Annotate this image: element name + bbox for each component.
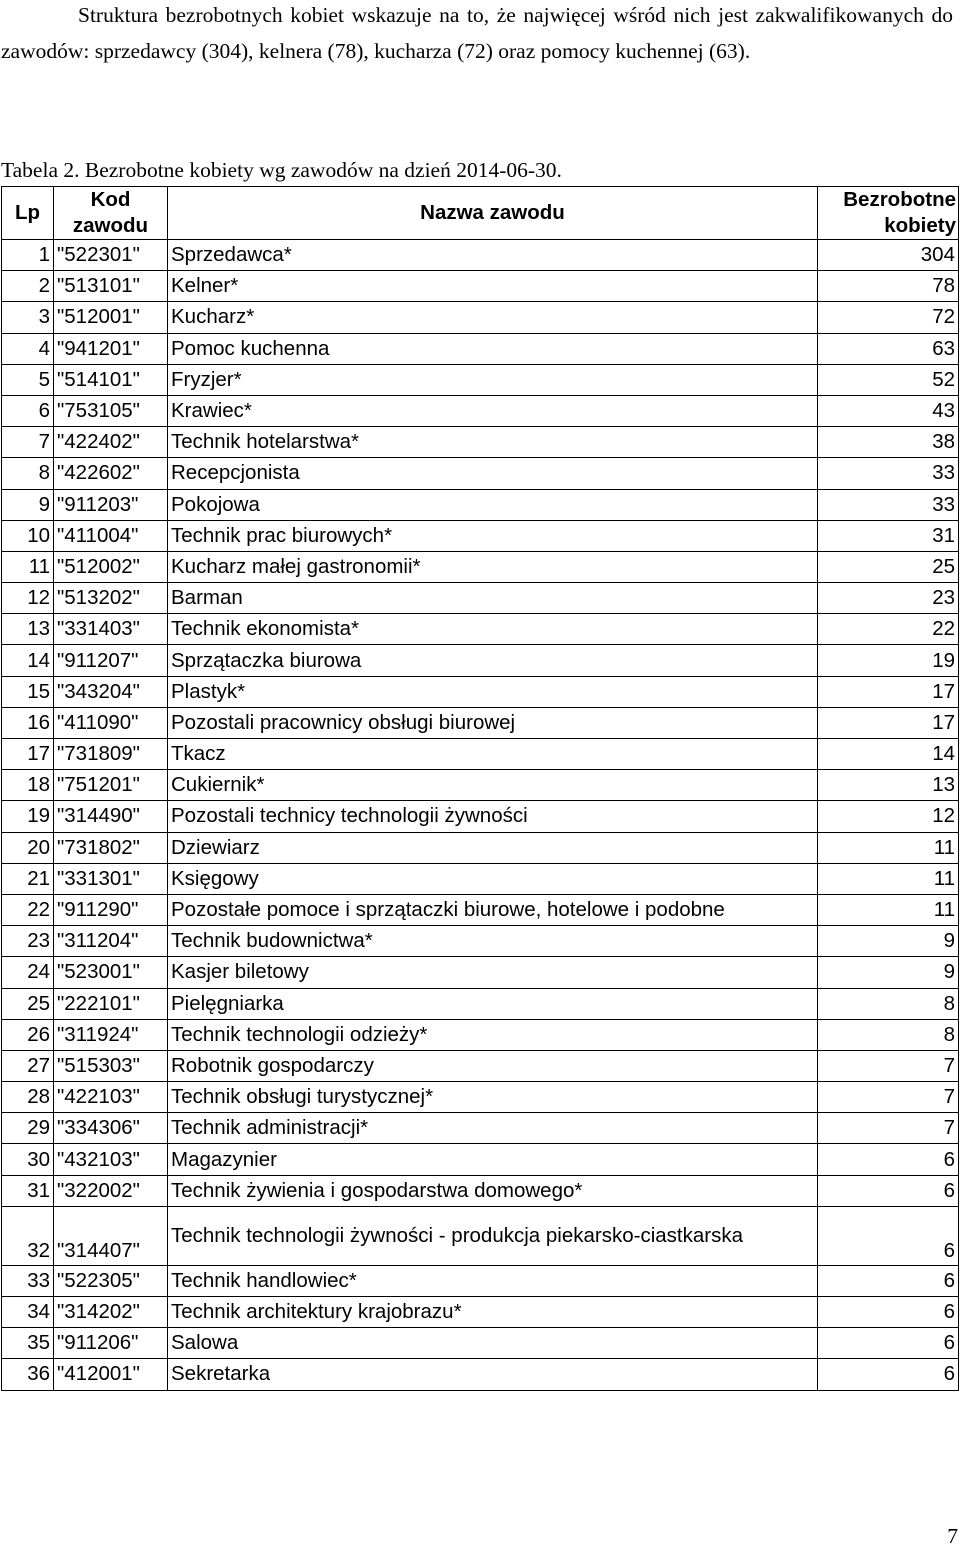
cell-ile: 17 [818, 676, 959, 707]
cell-nazwa: Barman [168, 583, 818, 614]
cell-kod: "731809" [54, 739, 168, 770]
table-row [2, 583, 959, 614]
table-row [2, 489, 959, 520]
table-row [2, 801, 959, 832]
cell-nazwa: Pielęgniarka [168, 988, 818, 1019]
header-kod-line1: Kod [90, 188, 131, 211]
cell-kod: "322002" [54, 1175, 168, 1206]
cell-ile: 33 [818, 489, 959, 520]
header-bezrobotne-kobiety [818, 187, 959, 240]
cell-nazwa: Kucharz małej gastronomii* [168, 551, 818, 582]
table-row [2, 863, 959, 894]
header-lp: Lp [2, 187, 54, 240]
cell-lp: 26 [2, 1019, 54, 1050]
cell-lp: 28 [2, 1082, 54, 1113]
table-row [2, 1113, 959, 1144]
intro-paragraph: Struktura bezrobotnych kobiet wskazuje na to, że najwięcej wśród nich jest zakwalifikowanych do zawodów: sprzedawcy (304), kelnera (78), kucharza (72) oraz pomocy kuchennej (63). [1, 3, 953, 63]
cell-lp: 6 [2, 395, 54, 426]
cell-lp: 18 [2, 770, 54, 801]
cell-kod: "311204" [54, 926, 168, 957]
cell-kod: "514101" [54, 364, 168, 395]
cell-ile: 63 [818, 333, 959, 364]
cell-ile: 25 [818, 551, 959, 582]
cell-lp: 13 [2, 614, 54, 645]
cell-kod: "753105" [54, 395, 168, 426]
cell-lp: 15 [2, 676, 54, 707]
cell-lp: 32 [2, 1206, 54, 1265]
cell-lp: 1 [2, 240, 54, 271]
unemployed-women-table [1, 186, 959, 1391]
cell-nazwa: Technik technologii odzieży* [168, 1019, 818, 1050]
header-kod-line2: zawodu [72, 214, 149, 237]
cell-kod: "512002" [54, 551, 168, 582]
cell-nazwa: Technik handlowiec* [168, 1265, 818, 1296]
cell-ile: 6 [818, 1175, 959, 1206]
cell-lp: 35 [2, 1328, 54, 1359]
cell-ile: 13 [818, 770, 959, 801]
cell-lp: 14 [2, 645, 54, 676]
header-ile-line1: Bezrobotne [843, 188, 956, 211]
cell-lp: 8 [2, 458, 54, 489]
table-row [2, 520, 959, 551]
cell-lp: 31 [2, 1175, 54, 1206]
table-row [2, 988, 959, 1019]
cell-ile: 23 [818, 583, 959, 614]
table-row [2, 645, 959, 676]
table-header-row [2, 187, 959, 240]
cell-nazwa: Pozostali technicy technologii żywności [168, 801, 818, 832]
table-row [2, 1050, 959, 1081]
cell-ile: 43 [818, 395, 959, 426]
cell-kod: "513101" [54, 271, 168, 302]
cell-ile: 31 [818, 520, 959, 551]
table-row [2, 271, 959, 302]
table-row [2, 1297, 959, 1328]
cell-nazwa: Dziewiarz [168, 832, 818, 863]
cell-nazwa: Technik prac biurowych* [168, 520, 818, 551]
cell-nazwa: Kelner* [168, 271, 818, 302]
cell-ile: 11 [818, 894, 959, 925]
table-row [2, 1328, 959, 1359]
cell-nazwa: Sprzedawca* [168, 240, 818, 271]
cell-lp: 4 [2, 333, 54, 364]
cell-nazwa: Tkacz [168, 739, 818, 770]
table-row [2, 957, 959, 988]
cell-lp: 25 [2, 988, 54, 1019]
cell-lp: 3 [2, 302, 54, 333]
cell-nazwa: Plastyk* [168, 676, 818, 707]
cell-kod: "331403" [54, 614, 168, 645]
table-row [2, 1359, 959, 1390]
cell-kod: "422602" [54, 458, 168, 489]
cell-nazwa: Technik obsługi turystycznej* [168, 1082, 818, 1113]
cell-kod: "911203" [54, 489, 168, 520]
cell-lp: 21 [2, 863, 54, 894]
cell-ile: 11 [818, 832, 959, 863]
cell-kod: "513202" [54, 583, 168, 614]
cell-lp: 12 [2, 583, 54, 614]
cell-ile: 6 [818, 1265, 959, 1296]
cell-lp: 17 [2, 739, 54, 770]
cell-kod: "515303" [54, 1050, 168, 1081]
cell-kod: "422402" [54, 427, 168, 458]
cell-lp: 22 [2, 894, 54, 925]
cell-ile: 72 [818, 302, 959, 333]
cell-nazwa: Technik technologii żywności - produkcja piekarsko-ciastkarska [168, 1206, 818, 1265]
cell-kod: "941201" [54, 333, 168, 364]
table-row [2, 395, 959, 426]
cell-kod: "411090" [54, 707, 168, 738]
cell-lp: 9 [2, 489, 54, 520]
table-row [2, 1265, 959, 1296]
cell-nazwa: Technik budownictwa* [168, 926, 818, 957]
cell-lp: 2 [2, 271, 54, 302]
cell-nazwa: Kucharz* [168, 302, 818, 333]
cell-kod: "343204" [54, 676, 168, 707]
cell-nazwa: Technik administracji* [168, 1113, 818, 1144]
cell-ile: 11 [818, 863, 959, 894]
table-row [2, 894, 959, 925]
cell-nazwa: Robotnik gospodarczy [168, 1050, 818, 1081]
table-row [2, 240, 959, 271]
cell-nazwa: Sprzątaczka biurowa [168, 645, 818, 676]
cell-ile: 6 [818, 1206, 959, 1265]
cell-ile: 22 [818, 614, 959, 645]
cell-kod: "314202" [54, 1297, 168, 1328]
table-caption: Tabela 2. Bezrobotne kobiety wg zawodów na dzień 2014-06-30. [1, 158, 562, 182]
cell-lp: 33 [2, 1265, 54, 1296]
cell-nazwa: Technik hotelarstwa* [168, 427, 818, 458]
table-body [2, 240, 959, 1391]
table-row [2, 1144, 959, 1175]
cell-ile: 7 [818, 1050, 959, 1081]
cell-ile: 17 [818, 707, 959, 738]
cell-lp: 23 [2, 926, 54, 957]
cell-kod: "314407" [54, 1206, 168, 1265]
page-number: 7 [947, 1524, 958, 1548]
cell-nazwa: Magazynier [168, 1144, 818, 1175]
cell-kod: "311924" [54, 1019, 168, 1050]
table-row [2, 926, 959, 957]
cell-lp: 5 [2, 364, 54, 395]
header-ile-line2: kobiety [884, 214, 956, 237]
cell-kod: "911207" [54, 645, 168, 676]
table-row [2, 1206, 959, 1265]
cell-ile: 38 [818, 427, 959, 458]
cell-kod: "411004" [54, 520, 168, 551]
cell-nazwa: Pokojowa [168, 489, 818, 520]
table-row [2, 1082, 959, 1113]
table-row [2, 302, 959, 333]
cell-ile: 8 [818, 988, 959, 1019]
cell-nazwa: Krawiec* [168, 395, 818, 426]
cell-lp: 27 [2, 1050, 54, 1081]
cell-kod: "523001" [54, 957, 168, 988]
cell-lp: 7 [2, 427, 54, 458]
cell-nazwa: Pomoc kuchenna [168, 333, 818, 364]
cell-kod: "432103" [54, 1144, 168, 1175]
cell-ile: 33 [818, 458, 959, 489]
cell-ile: 7 [818, 1113, 959, 1144]
cell-nazwa: Cukiernik* [168, 770, 818, 801]
cell-ile: 7 [818, 1082, 959, 1113]
header-nazwa-zawodu: Nazwa zawodu [168, 187, 818, 240]
cell-nazwa: Sekretarka [168, 1359, 818, 1390]
cell-nazwa: Pozostali pracownicy obsługi biurowej [168, 707, 818, 738]
cell-ile: 9 [818, 926, 959, 957]
table-row [2, 458, 959, 489]
cell-nazwa: Recepcjonista [168, 458, 818, 489]
cell-ile: 19 [818, 645, 959, 676]
cell-ile: 6 [818, 1144, 959, 1175]
table-row [2, 333, 959, 364]
cell-kod: "331301" [54, 863, 168, 894]
cell-lp: 34 [2, 1297, 54, 1328]
cell-lp: 10 [2, 520, 54, 551]
cell-ile: 52 [818, 364, 959, 395]
cell-kod: "731802" [54, 832, 168, 863]
table-row [2, 364, 959, 395]
table-row [2, 676, 959, 707]
cell-ile: 6 [818, 1297, 959, 1328]
table-row [2, 427, 959, 458]
cell-lp: 20 [2, 832, 54, 863]
cell-ile: 8 [818, 1019, 959, 1050]
cell-kod: "512001" [54, 302, 168, 333]
cell-nazwa: Księgowy [168, 863, 818, 894]
cell-nazwa: Kasjer biletowy [168, 957, 818, 988]
cell-nazwa: Salowa [168, 1328, 818, 1359]
cell-kod: "412001" [54, 1359, 168, 1390]
table-row [2, 707, 959, 738]
cell-kod: "751201" [54, 770, 168, 801]
cell-kod: "314490" [54, 801, 168, 832]
cell-kod: "911206" [54, 1328, 168, 1359]
table-row [2, 551, 959, 582]
cell-nazwa: Technik architektury krajobrazu* [168, 1297, 818, 1328]
table-row [2, 614, 959, 645]
cell-nazwa: Fryzjer* [168, 364, 818, 395]
table-row [2, 1019, 959, 1050]
cell-ile: 9 [818, 957, 959, 988]
cell-nazwa: Technik ekonomista* [168, 614, 818, 645]
cell-lp: 16 [2, 707, 54, 738]
cell-ile: 14 [818, 739, 959, 770]
cell-ile: 78 [818, 271, 959, 302]
cell-ile: 304 [818, 240, 959, 271]
header-kod-zawodu [54, 187, 168, 240]
cell-lp: 30 [2, 1144, 54, 1175]
cell-lp: 36 [2, 1359, 54, 1390]
table-row [2, 770, 959, 801]
table-row [2, 832, 959, 863]
cell-nazwa: Technik żywienia i gospodarstwa domowego* [168, 1175, 818, 1206]
cell-lp: 29 [2, 1113, 54, 1144]
cell-ile: 6 [818, 1328, 959, 1359]
cell-kod: "334306" [54, 1113, 168, 1144]
table-row [2, 1175, 959, 1206]
cell-lp: 24 [2, 957, 54, 988]
cell-ile: 6 [818, 1359, 959, 1390]
cell-kod: "222101" [54, 988, 168, 1019]
cell-kod: "522301" [54, 240, 168, 271]
cell-kod: "522305" [54, 1265, 168, 1296]
cell-kod: "911290" [54, 894, 168, 925]
cell-nazwa: Pozostałe pomoce i sprzątaczki biurowe, hotelowe i podobne [168, 894, 818, 925]
cell-ile: 12 [818, 801, 959, 832]
cell-kod: "422103" [54, 1082, 168, 1113]
table-row [2, 739, 959, 770]
cell-lp: 11 [2, 551, 54, 582]
cell-lp: 19 [2, 801, 54, 832]
